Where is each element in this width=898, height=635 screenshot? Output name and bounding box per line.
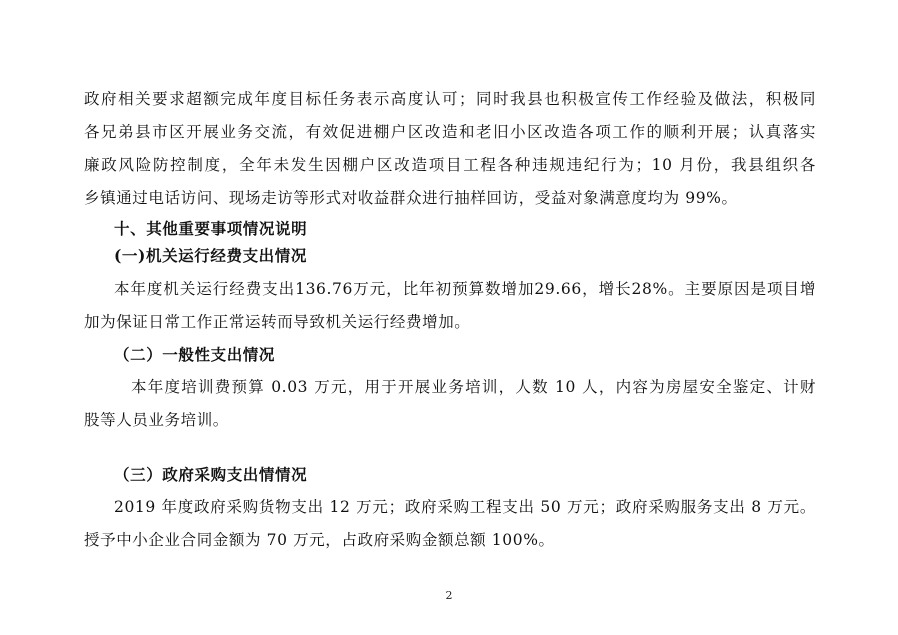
section-heading: 十、其他重要事项情况说明 xyxy=(114,219,308,238)
page-number: 2 xyxy=(445,589,453,602)
paragraph-line: 股等人员业务培训。 xyxy=(84,411,229,429)
paragraph-line: 政府相关要求超额完成年度目标任务表示高度认可；同时我县也积极宣传工作经验及做法，积极同 xyxy=(84,90,816,108)
paragraph-line: 加为保证日常工作正常运转而导致机关运行经费增加。 xyxy=(84,313,471,331)
subsection-heading: （二）一般性支出情况 xyxy=(114,345,276,364)
paragraph-line: 廉政风险防控制度，全年未发生因棚户区改造项目工程各种违规违纪行为；10 月份，我县组织各 xyxy=(84,156,816,174)
paragraph-line: 各兄弟县市区开展业务交流，有效促进棚户区改造和老旧小区改造各项工作的顺利开展；认真落实 xyxy=(84,123,816,141)
subsection-heading: (一)机关运行经费支出情况 xyxy=(114,246,307,265)
paragraph-line: 乡镇通过电话访问、现场走访等形式对收益群众进行抽样回访，受益对象满意度均为 99%。 xyxy=(84,189,738,207)
paragraph-line: 2019 年度政府采购货物支出 12 万元；政府采购工程支出 50 万元；政府采购服务支出 8 万元。 xyxy=(114,498,816,516)
subsection-heading: （三）政府采购支出情情况 xyxy=(114,465,308,484)
paragraph-line: 授予中小企业合同金额为 70 万元，占政府采购金额总额 100%。 xyxy=(84,531,555,549)
paragraph-line: 本年度机关运行经费支出136.76万元，比年初预算数增加29.66，增长28%。主要原因是项目增 xyxy=(114,280,816,298)
paragraph-line: 本年度培训费预算 0.03 万元，用于开展业务培训，人数 10 人，内容为房屋安全鉴定、计财 xyxy=(131,378,816,396)
